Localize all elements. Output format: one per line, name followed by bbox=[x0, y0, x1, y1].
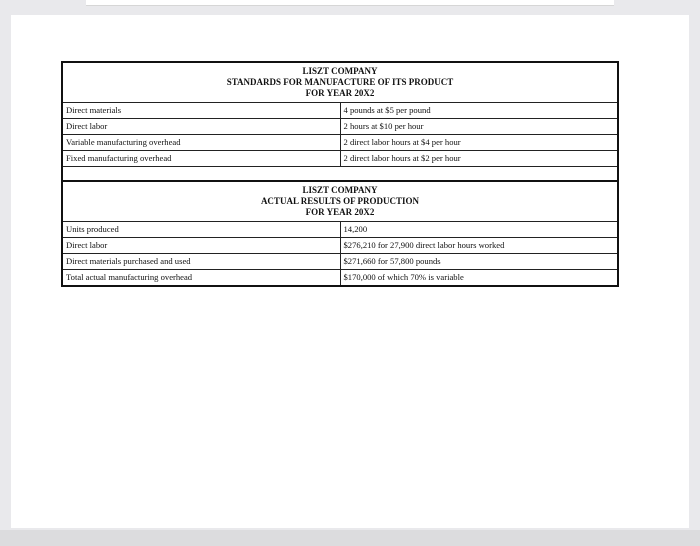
row-value: 4 pounds at $5 per pound bbox=[340, 103, 618, 119]
row-value: $276,210 for 27,900 direct labor hours worked bbox=[340, 238, 618, 254]
table-row bbox=[62, 103, 618, 119]
table-row bbox=[62, 238, 618, 254]
row-label: Direct labor bbox=[62, 119, 340, 135]
table-row bbox=[62, 119, 618, 135]
standards-title-line-3: FOR YEAR 20X2 bbox=[305, 88, 375, 98]
row-value: 2 hours at $10 per hour bbox=[340, 119, 618, 135]
table-row bbox=[62, 151, 618, 167]
row-value: $170,000 of which 70% is variable bbox=[340, 270, 618, 287]
standards-title-line-2: STANDARDS FOR MANUFACTURE OF ITS PRODUCT bbox=[226, 77, 454, 87]
actual-header bbox=[62, 181, 618, 222]
liszt-company-table bbox=[61, 61, 619, 287]
row-label: Direct materials purchased and used bbox=[62, 254, 340, 270]
row-value: $271,660 for 57,800 pounds bbox=[340, 254, 618, 270]
row-value: 14,200 bbox=[340, 222, 618, 238]
standards-header bbox=[62, 62, 618, 103]
table-row bbox=[62, 270, 618, 287]
standards-title-line-1: LISZT COMPANY bbox=[302, 66, 378, 76]
actual-title-line-3: FOR YEAR 20X2 bbox=[305, 207, 375, 217]
actual-title-line-2: ACTUAL RESULTS OF PRODUCTION bbox=[260, 196, 420, 206]
table-row bbox=[62, 222, 618, 238]
row-label: Direct labor bbox=[62, 238, 340, 254]
row-label: Direct materials bbox=[62, 103, 340, 119]
row-label: Total actual manufacturing overhead bbox=[62, 270, 340, 287]
section-separator bbox=[62, 167, 618, 182]
row-label: Variable manufacturing overhead bbox=[62, 135, 340, 151]
previous-page-edge bbox=[86, 0, 614, 6]
row-value: 2 direct labor hours at $4 per hour bbox=[340, 135, 618, 151]
row-label: Fixed manufacturing overhead bbox=[62, 151, 340, 167]
table-row bbox=[62, 254, 618, 270]
row-value: 2 direct labor hours at $2 per hour bbox=[340, 151, 618, 167]
viewer-bottom-bar bbox=[0, 530, 700, 546]
table-row bbox=[62, 135, 618, 151]
row-label: Units produced bbox=[62, 222, 340, 238]
actual-title-line-1: LISZT COMPANY bbox=[302, 185, 378, 195]
